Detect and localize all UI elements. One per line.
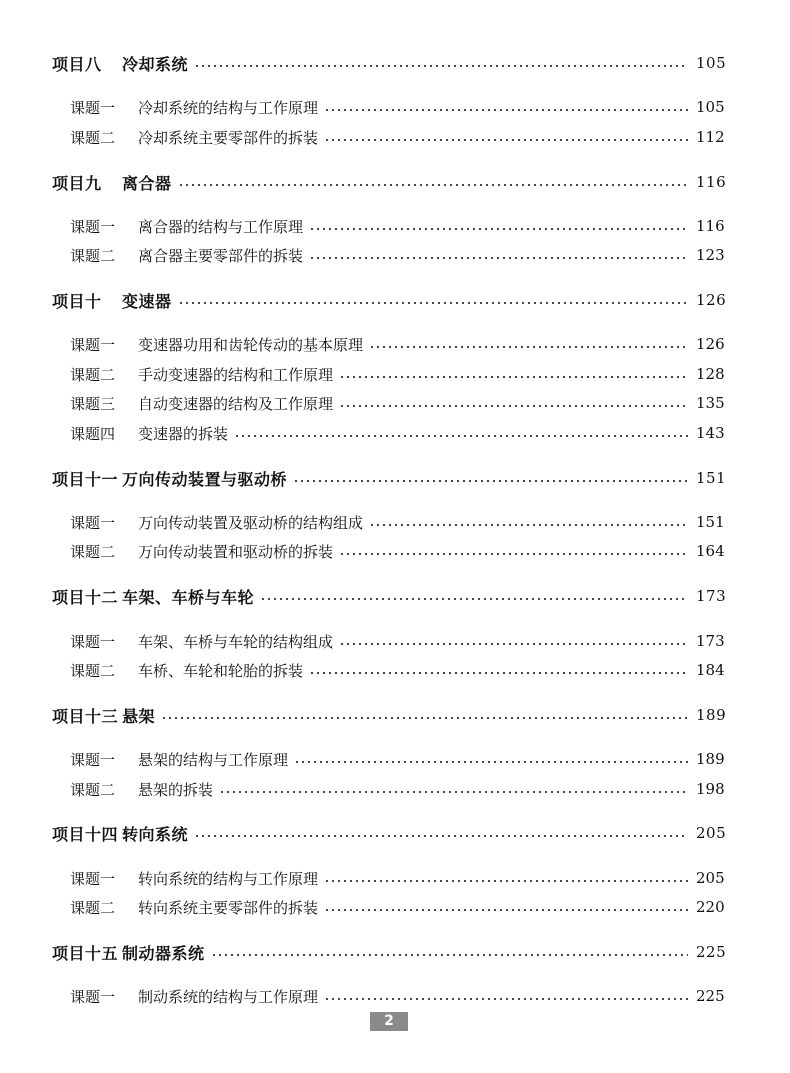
dot-leader <box>178 169 688 195</box>
toc-entry-label: 课题三 <box>70 394 116 413</box>
toc-entry-label: 课题二 <box>70 661 116 680</box>
toc-project-entry <box>52 465 727 491</box>
dot-leader <box>294 746 688 772</box>
dot-leader <box>324 894 688 920</box>
toc-entry-label: 项目十五 <box>52 943 119 963</box>
toc-entry-title: 万向传动装置和驱动桥的拆装 <box>138 542 334 561</box>
toc-lesson-entry <box>70 420 725 446</box>
toc-entry-label: 项目十三 <box>52 706 119 726</box>
dot-leader <box>194 50 688 76</box>
toc-entry-page-number: 105 <box>696 98 725 116</box>
dot-leader <box>309 213 688 239</box>
toc-entry-page-number: 225 <box>696 987 725 1005</box>
toc-project-entry <box>52 820 727 846</box>
toc-entry-title: 冷却系统的结构与工作原理 <box>138 98 319 117</box>
toc-lesson-entry <box>70 657 725 683</box>
toc-entry-page-number: 173 <box>696 587 727 605</box>
toc-entry-label: 课题二 <box>70 365 116 384</box>
toc-entry-label: 课题二 <box>70 898 116 917</box>
toc-project-entry <box>52 583 727 609</box>
toc-entry-title: 变速器功用和齿轮传动的基本原理 <box>138 335 364 354</box>
dot-leader <box>324 124 688 150</box>
toc-entry-page-number: 151 <box>696 513 725 531</box>
toc-entry-label: 课题四 <box>70 424 116 443</box>
toc-entry-title: 万向传动装置及驱动桥的结构组成 <box>138 513 364 532</box>
toc-entry-title: 车架、车桥与车轮 <box>122 587 255 607</box>
toc-entry-page-number: 126 <box>696 335 725 353</box>
toc-project-entry <box>52 169 727 195</box>
toc-entry-page-number: 112 <box>696 128 725 146</box>
toc-entry-label: 课题二 <box>70 542 116 561</box>
toc-project-entry <box>52 939 727 965</box>
page-number-badge: 2 <box>370 1012 408 1031</box>
dot-leader <box>161 702 688 728</box>
toc-entry-label: 课题二 <box>70 780 116 799</box>
toc-entry-label: 课题一 <box>70 513 116 532</box>
toc-entry-title: 万向传动装置与驱动桥 <box>122 469 288 489</box>
toc-entry-label: 课题二 <box>70 128 116 147</box>
toc-entry-page-number: 116 <box>696 173 727 191</box>
toc-lesson-entry <box>70 242 725 268</box>
toc-lesson-entry <box>70 509 725 535</box>
toc-lesson-entry <box>70 94 725 120</box>
toc-entry-title: 车架、车桥与车轮的结构组成 <box>138 632 334 651</box>
dot-leader <box>324 865 688 891</box>
toc-lesson-entry <box>70 894 725 920</box>
toc-entry-title: 悬架的结构与工作原理 <box>138 750 289 769</box>
toc-entry-page-number: 128 <box>696 365 725 383</box>
toc-entry-page-number: 184 <box>696 661 725 679</box>
toc-entry-title: 离合器的结构与工作原理 <box>138 217 304 236</box>
toc-entry-page-number: 189 <box>696 706 727 724</box>
toc-entry-title: 变速器的拆装 <box>138 424 229 443</box>
toc-entry-label: 项目十 <box>52 291 102 311</box>
toc-lesson-entry <box>70 331 725 357</box>
toc-entry-page-number: 143 <box>696 424 725 442</box>
toc-entry-label: 项目八 <box>52 54 102 74</box>
toc-entry-title: 变速器 <box>122 291 172 311</box>
toc-entry-title: 制动器系统 <box>122 943 205 963</box>
toc-lesson-entry <box>70 213 725 239</box>
dot-leader <box>339 628 688 654</box>
toc-entry-label: 课题一 <box>70 335 116 354</box>
dot-leader <box>309 657 688 683</box>
dot-leader <box>339 390 688 416</box>
dot-leader <box>178 287 688 313</box>
toc-entry-label: 项目十一 <box>52 469 119 489</box>
dot-leader <box>234 420 688 446</box>
toc-entry-page-number: 151 <box>696 469 727 487</box>
toc-entry-label: 课题二 <box>70 246 116 265</box>
toc-entry-page-number: 205 <box>696 824 727 842</box>
toc-entry-label: 课题一 <box>70 632 116 651</box>
dot-leader <box>339 361 688 387</box>
dot-leader <box>309 242 688 268</box>
toc-entry-page-number: 205 <box>696 869 725 887</box>
toc-lesson-entry <box>70 361 725 387</box>
toc-entry-title: 冷却系统主要零部件的拆装 <box>138 128 319 147</box>
toc-entry-title: 车桥、车轮和轮胎的拆装 <box>138 661 304 680</box>
toc-lesson-entry <box>70 983 725 1009</box>
toc-entry-page-number: 164 <box>696 542 725 560</box>
dot-leader <box>211 939 688 965</box>
toc-lesson-entry <box>70 865 725 891</box>
dot-leader <box>219 776 688 802</box>
toc-entry-title: 自动变速器的结构及工作原理 <box>138 394 334 413</box>
toc-entry-label: 项目十四 <box>52 824 119 844</box>
toc-entry-title: 离合器 <box>122 173 172 193</box>
toc-entry-label: 项目十二 <box>52 587 119 607</box>
dot-leader <box>194 820 688 846</box>
dot-leader <box>369 509 688 535</box>
toc-project-entry <box>52 702 727 728</box>
toc-entry-label: 课题一 <box>70 750 116 769</box>
toc-lesson-entry <box>70 390 725 416</box>
toc-entry-page-number: 116 <box>696 217 725 235</box>
toc-entry-page-number: 123 <box>696 246 725 264</box>
dot-leader <box>339 538 688 564</box>
toc-entry-title: 转向系统主要零部件的拆装 <box>138 898 319 917</box>
toc-entry-label: 项目九 <box>52 173 102 193</box>
dot-leader <box>324 94 688 120</box>
toc-entry-label: 课题一 <box>70 98 116 117</box>
toc-entry-page-number: 173 <box>696 632 725 650</box>
toc-entry-page-number: 189 <box>696 750 725 768</box>
toc-entry-label: 课题一 <box>70 987 116 1006</box>
toc-project-entry <box>52 287 727 313</box>
toc-entry-title: 冷却系统 <box>122 54 189 74</box>
toc-project-entry <box>52 50 727 76</box>
toc-entry-page-number: 105 <box>696 54 727 72</box>
toc-lesson-entry <box>70 746 725 772</box>
toc-entry-label: 课题一 <box>70 869 116 888</box>
dot-leader <box>260 583 688 609</box>
toc-lesson-entry <box>70 628 725 654</box>
toc-entry-page-number: 135 <box>696 394 725 412</box>
dot-leader <box>324 983 688 1009</box>
toc-entry-title: 手动变速器的结构和工作原理 <box>138 365 334 384</box>
toc-entry-page-number: 225 <box>696 943 727 961</box>
toc-entry-page-number: 198 <box>696 780 725 798</box>
toc-entry-page-number: 126 <box>696 291 727 309</box>
toc-entry-title: 转向系统的结构与工作原理 <box>138 869 319 888</box>
toc-lesson-entry <box>70 776 725 802</box>
dot-leader <box>293 465 688 491</box>
toc-entry-label: 课题一 <box>70 217 116 236</box>
toc-entry-page-number: 220 <box>696 898 725 916</box>
toc-lesson-entry <box>70 538 725 564</box>
dot-leader <box>369 331 688 357</box>
toc-entry-title: 制动系统的结构与工作原理 <box>138 987 319 1006</box>
toc-lesson-entry <box>70 124 725 150</box>
toc-entry-title: 悬架的拆装 <box>138 780 214 799</box>
toc-entry-title: 转向系统 <box>122 824 189 844</box>
toc-entry-title: 悬架 <box>122 706 156 726</box>
toc-entry-title: 离合器主要零部件的拆装 <box>138 246 304 265</box>
